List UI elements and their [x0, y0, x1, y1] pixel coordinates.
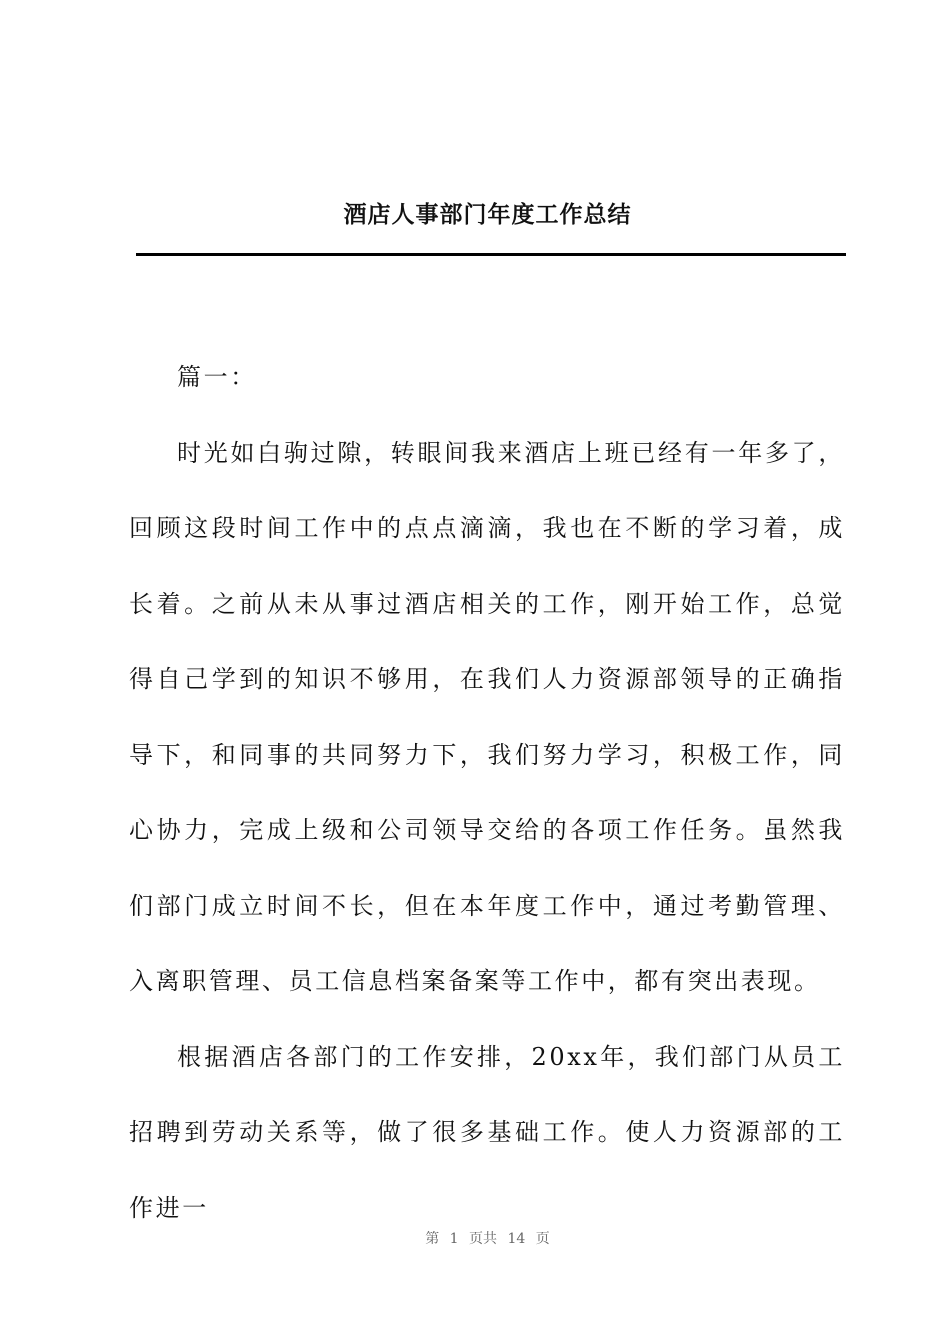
paragraph: 时光如白驹过隙，转眼间我来酒店上班已经有一年多了，回顾这段时间工作中的点点滴滴，我也在不断的学习着，成长着。之前从未从事过酒店相关的工作，刚开始工作，总觉得自己学到的知识不够用，在我们人力资源部领导的正确指导下，和同事的共同努力下，我们努力学习，积极工作，同心协力，完成上级和公司领导交给的各项工作任务。虽然我们部门成立时间不长，但在本年度工作中，通过考勤管理、入离职管理、员工信息档案备案等工作中，都有突出表现。 — [129, 438, 845, 995]
document-body — [129, 340, 845, 1246]
title-divider — [136, 253, 846, 256]
paragraph: 根据酒店各部门的工作安排，20xx年，我们部门从员工招聘到劳动关系等，做了很多基础工作。使人力资源部的工作进一 — [129, 1042, 845, 1222]
page-number: 第 1 页共 14 页 — [425, 1231, 550, 1247]
section-heading: 篇一： — [177, 363, 257, 391]
document-title: 酒店人事部门年度工作总结 — [343, 201, 632, 228]
